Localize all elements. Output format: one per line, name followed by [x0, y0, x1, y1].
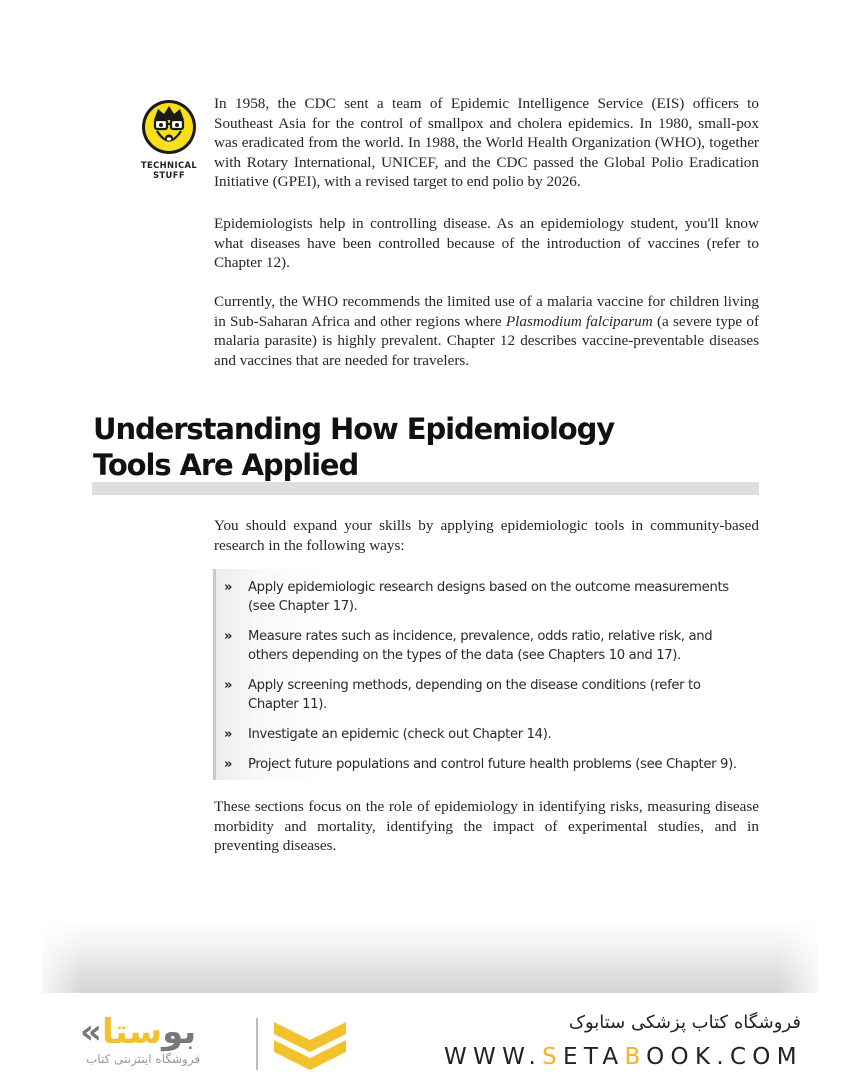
list-item-text: Investigate an epidemic (check out Chapter 14). — [248, 727, 552, 742]
technical-stuff-icon — [142, 100, 196, 154]
logo-subtitle: فروشگاه اینترنتی کتاب — [86, 1052, 201, 1066]
list-item — [216, 627, 759, 665]
setabook-logo[interactable] — [80, 1010, 350, 1072]
double-chevron-icon: » — [224, 629, 231, 644]
double-chevron-icon: » — [224, 580, 231, 595]
logo-wordmark: «بوستا — [80, 1012, 197, 1052]
intro-paragraph-3 — [214, 292, 759, 370]
double-chevron-icon: » — [224, 727, 231, 742]
heading-line-2: Tools Are Applied — [93, 448, 359, 482]
double-chevron-icon: » — [224, 678, 231, 693]
section-heading — [93, 411, 614, 483]
bullet-list — [213, 569, 759, 780]
store-name-persian: فروشگاه کتاب پزشکی ستابوک — [568, 1012, 801, 1033]
heading-line-1: Understanding How Epidemiology — [93, 412, 615, 446]
list-item-text: Apply screening methods, depending on the disease conditions (refer to Chapter 11). — [248, 678, 701, 712]
list-item — [216, 725, 759, 744]
list-item-text: Project future populations and control future health problems (see Chapter 9). — [248, 757, 737, 772]
list-item-text: Measure rates such as incidence, prevalence, odds ratio, relative risk, and others depending on the types of the data (see Chapters 10 and 17). — [248, 629, 713, 663]
technical-stuff-badge — [137, 100, 201, 180]
logo-divider — [256, 1018, 258, 1070]
list-item — [216, 755, 759, 774]
technical-stuff-label — [137, 160, 201, 180]
list-item-text: Apply epidemiologic research designs based on the outcome measurements (see Chapter 17). — [248, 580, 729, 614]
heading-underline-bar — [92, 482, 759, 495]
intro-paragraph-2: Epidemiologists help in controlling disease. As an epidemiology student, you'll know what diseases have been controlled because of the introduction of vaccines (refer to Chapter 12). — [214, 215, 759, 272]
closing-paragraph: These sections focus on the role of epidemiology in identifying risks, measuring disease morbidity and mortality, identifying the impact of experimental studies, and in preventing diseases. — [214, 798, 759, 855]
chevron-logo-icon — [270, 1018, 350, 1074]
label-line-2: STUFF — [153, 170, 185, 180]
page-bottom-shadow — [42, 920, 818, 993]
intro-paragraph-1: In 1958, the CDC sent a team of Epidemic Intelligence Service (EIS) officers to Southeast Asia for the control of smallpox and cholera epidemics. In 1980, small-pox was eradicated from the world. In 1988, the World Health Organization (WHO), together with Rotary International, UNICEF, and the CDC passed the Global Polio Eradication Initiative (GPEI), with a revised target to end polio by 2026. — [214, 95, 759, 191]
p3-italic-species: Plasmodium falciparum — [505, 312, 653, 330]
p3-text-after: (a severe type of malaria parasite) is highly prevalent. Chapter 12 describes vaccine-preventable diseases and vaccines that are needed for travelers. — [214, 312, 760, 369]
store-url-link[interactable]: WWW.SETABOOK.COM — [444, 1044, 803, 1070]
section-lead-paragraph: You should expand your skills by applying epidemiologic tools in community-based research in the following ways: — [214, 517, 759, 554]
label-line-1: TECHNICAL — [140, 160, 198, 170]
double-chevron-icon: » — [224, 757, 231, 772]
list-item — [216, 578, 759, 616]
list-item — [216, 676, 759, 714]
p3-text-before: Currently, the WHO recommends the limited use of a malaria vaccine for children living in Sub-Saharan Africa and other regions where — [214, 293, 759, 330]
